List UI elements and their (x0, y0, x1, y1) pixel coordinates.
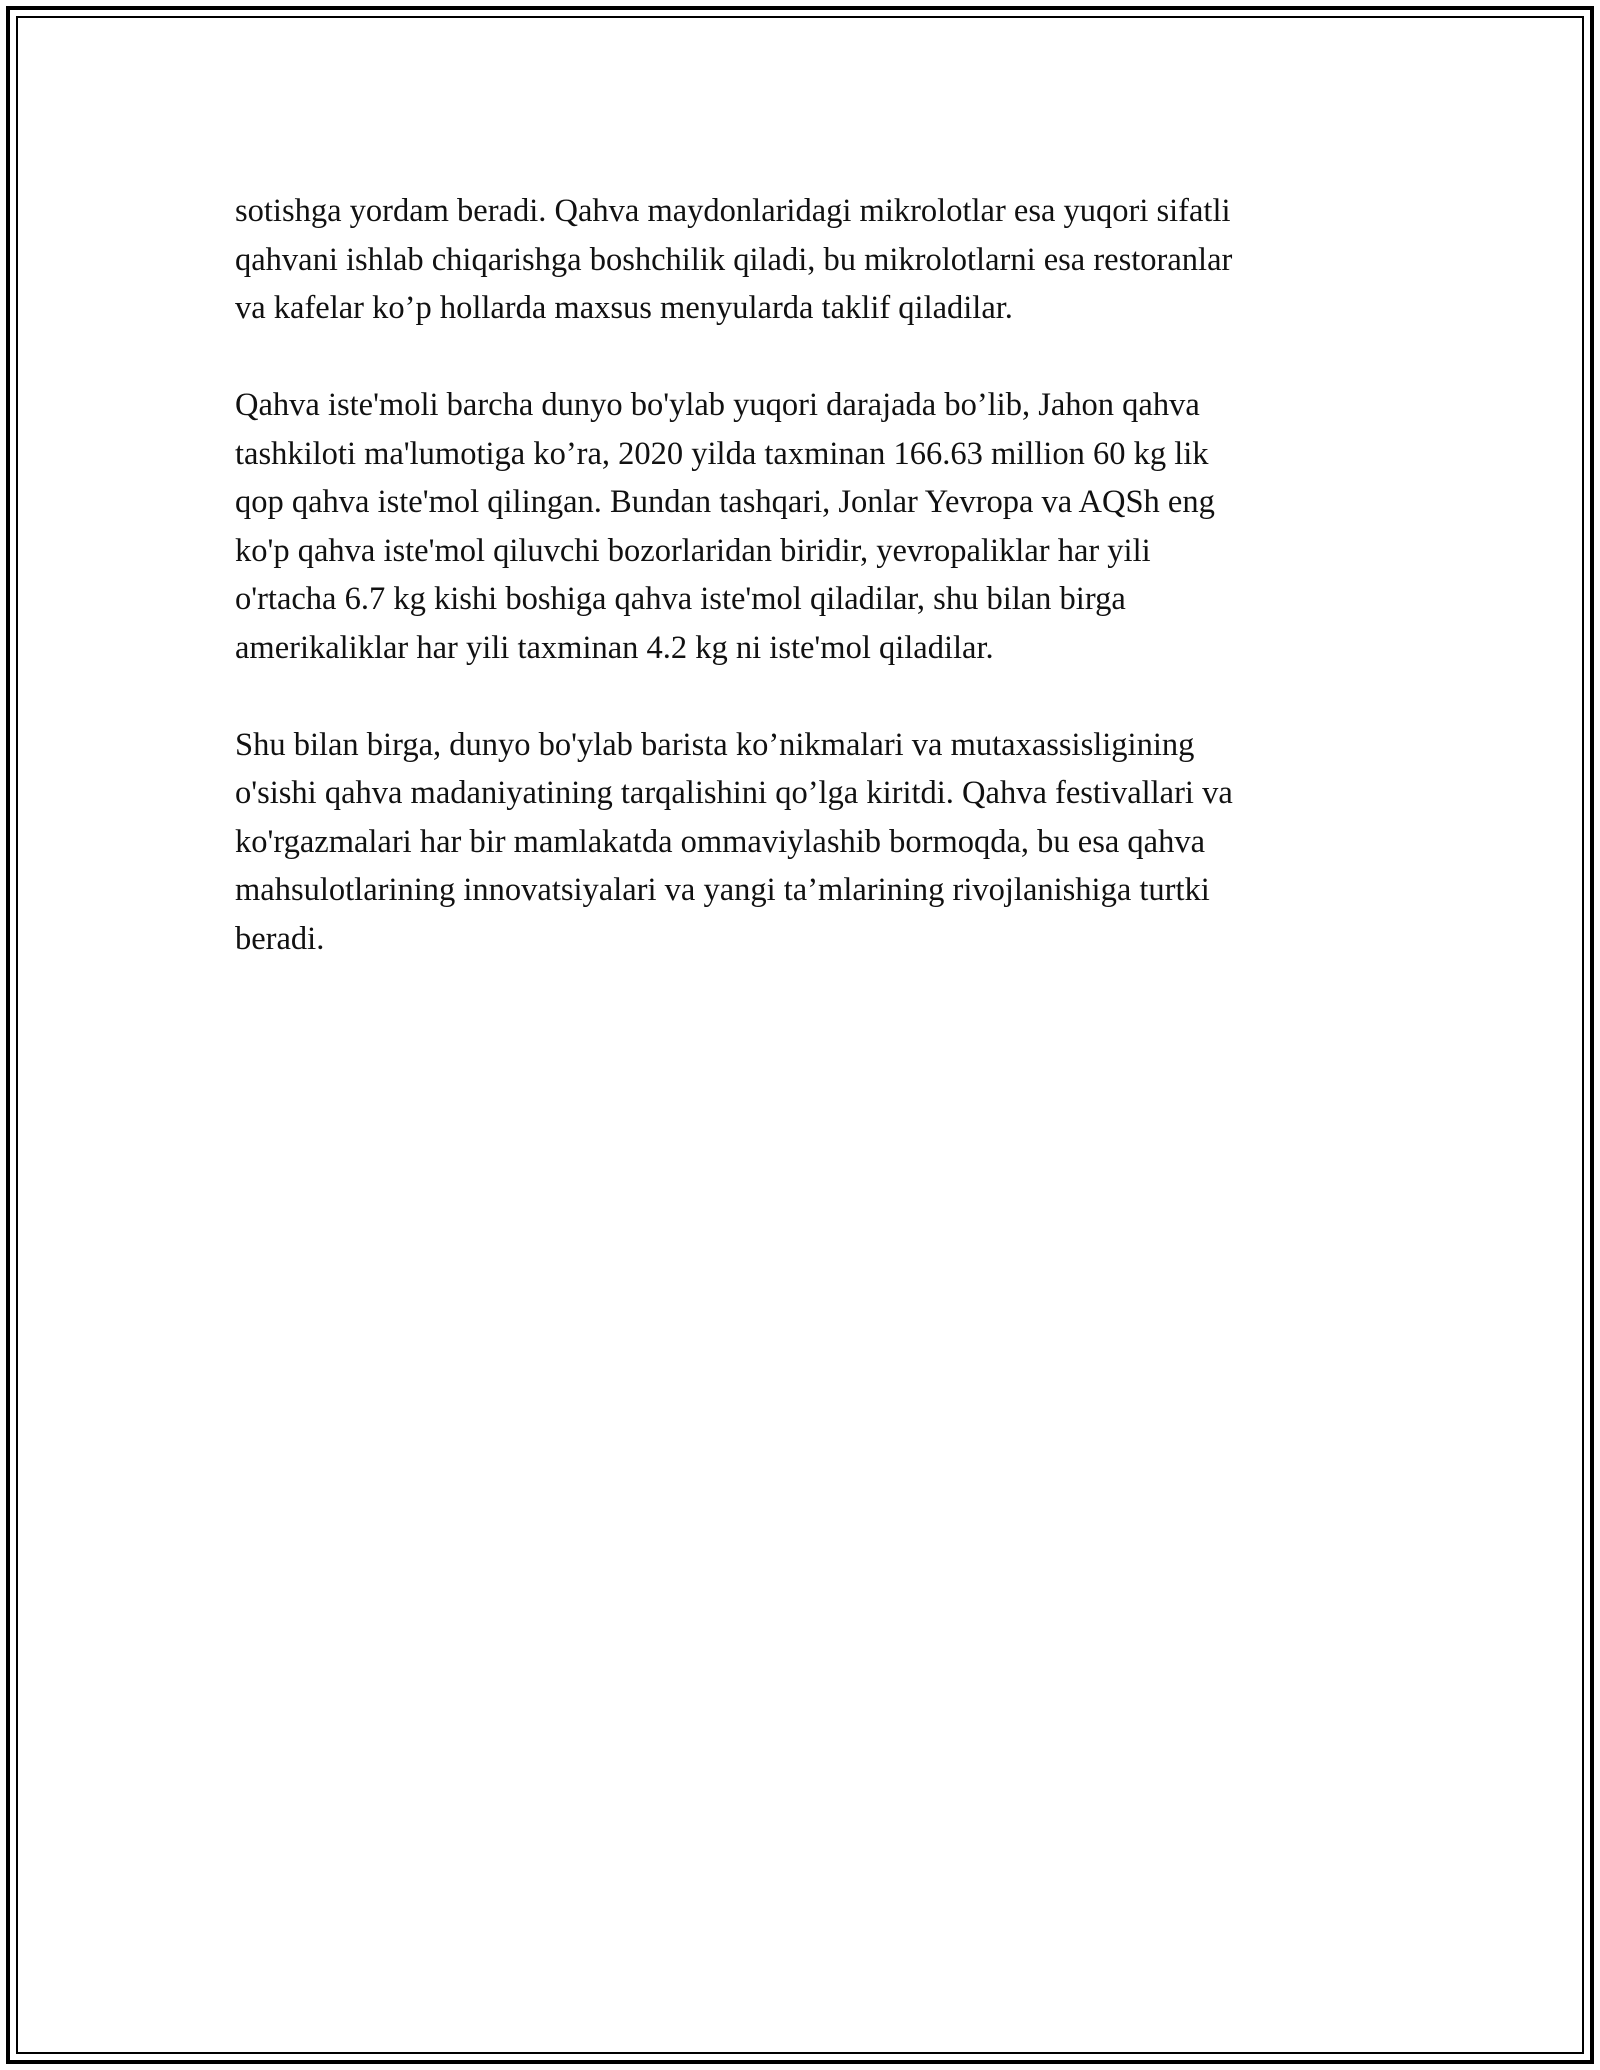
text-line: o'rtacha 6.7 kg kishi boshiga qahva iste'mol qiladilar, shu bilan birga (235, 581, 1126, 617)
text-line: Shu bilan birga, dunyo bo'ylab barista ko’nikmalari va mutaxassisligining (235, 726, 1195, 763)
text-line: va kafelar ko’p hollarda maxsus menyularda taklif qiladilar. (235, 290, 1013, 326)
text-line: amerikaliklar har yili taxminan 4.2 kg ni iste'mol qiladilar. (235, 629, 994, 666)
text-line: tashkiloti ma'lumotiga ko’ra, 2020 yilda taxminan 166.63 million 60 kg lik (235, 435, 1209, 472)
text-line: qahvani ishlab chiqarishga boshchilik qiladi, bu mikrolotlarni esa restoranlar (235, 241, 1233, 278)
text-line: o'sishi qahva madaniyatining tarqalishini qo’lga kiritdi. Qahva festivallari va (235, 775, 1233, 811)
text-line: ko'rgazmalari har bir mamlakatda ommaviylashib bormoqda, bu esa qahva (235, 823, 1206, 860)
text-line: qop qahva iste'mol qilingan. Bundan tashqari, Jonlar Yevropa va AQSh eng (235, 484, 1215, 520)
text-line: sotishga yordam beradi. Qahva maydonlaridagi mikrolotlar esa yuqori sifatli (235, 193, 1231, 229)
paragraph-2 (235, 381, 1385, 672)
text-line: ko'p qahva iste'mol qiluvchi bozorlaridan biridir, yevropaliklar har yili (235, 532, 1151, 569)
paragraph-3 (235, 721, 1385, 964)
text-line: Qahva iste'moli barcha dunyo bo'ylab yuqori darajada bo’lib, Jahon qahva (235, 387, 1200, 423)
text-line: mahsulotlarining innovatsiyalari va yangi ta’mlarining rivojlanishiga turtki (235, 872, 1210, 908)
document-body (235, 187, 1385, 1012)
text-line: beradi. (235, 920, 325, 957)
paragraph-1 (235, 187, 1385, 333)
